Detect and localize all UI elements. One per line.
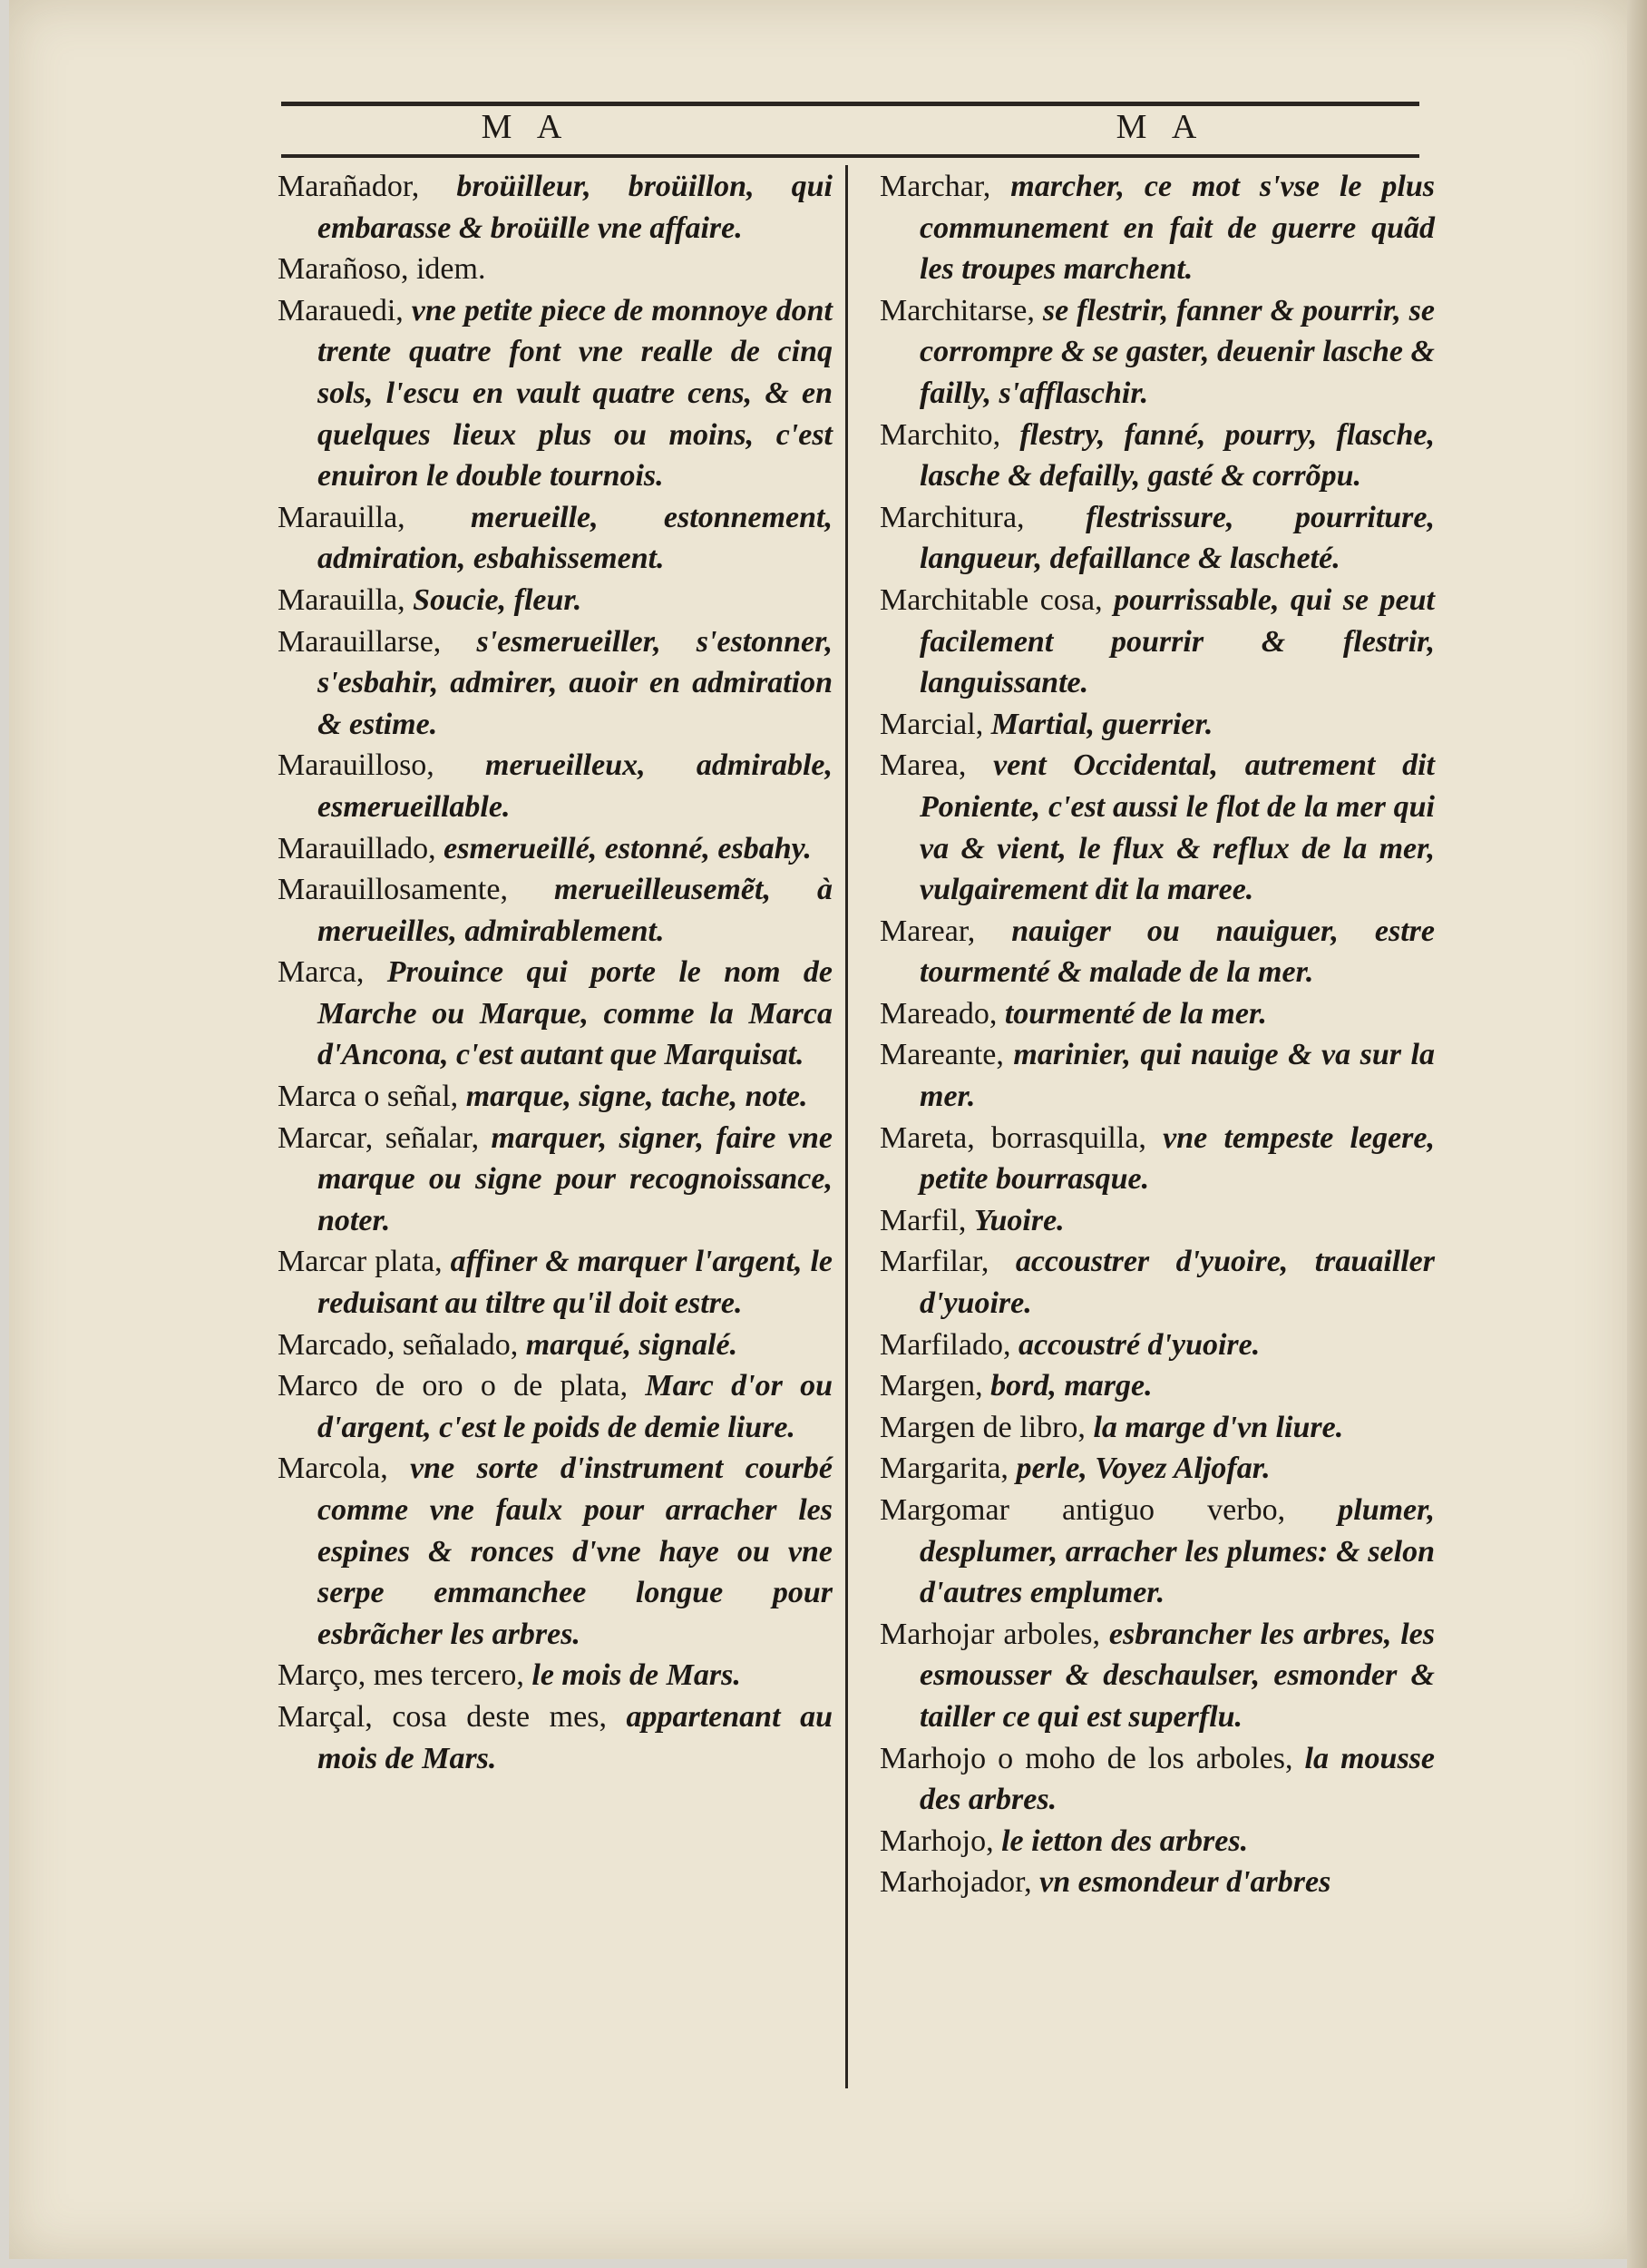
dictionary-entry — [278, 1241, 833, 1324]
entry-headword: Marchitura, — [880, 500, 1087, 534]
dictionary-entry — [880, 704, 1435, 746]
entry-headword: Marhojo, — [880, 1823, 1002, 1858]
dictionary-entry — [880, 911, 1435, 993]
entry-headword: Mareante, — [880, 1038, 1014, 1072]
entry-definition: nauiger ou nauiguer, estre tourmenté & malade de la mer. — [920, 914, 1435, 990]
entry-definition: vne sorte d'instrument courbé comme vne faulx pour arracher les espines & ronces d'vne haye ou vne serpe emmanchee longue pour esbrãcher les arbres. — [317, 1452, 833, 1651]
dictionary-entry — [880, 1821, 1435, 1862]
entry-headword: Marcado, señalado, — [278, 1327, 526, 1362]
entry-definition: pourrissable, qui se peut facilement pourrir & flestrir, languissante. — [920, 582, 1435, 700]
dictionary-entry — [278, 1448, 833, 1655]
entry-headword: Marea, — [880, 748, 994, 783]
entry-definition: se flestrir, fanner & pourrir, se corrompre & se gaster, deuenir lasche & failly, s'afflaschir. — [920, 293, 1435, 410]
entry-definition: vent Occidental, autrement dit Poniente, c'est aussi le flot de la mer qui va & vient, le flux & reflux de la mer, vulgairement dit la maree. — [920, 748, 1436, 907]
dictionary-entry — [278, 249, 833, 290]
entry-headword: Marchitable cosa, — [880, 582, 1115, 617]
dictionary-entry — [278, 1076, 833, 1118]
entry-definition: s'esmerueiller, s'estonner, s'esbahir, admirer, auoir en admiration & estime. — [317, 624, 833, 741]
entry-definition: affiner & marquer l'argent, le reduisant au tiltre qu'il doit estre. — [317, 1245, 833, 1321]
dictionary-entry — [880, 1614, 1435, 1738]
entry-definition: marqué, signalé. — [525, 1327, 738, 1362]
entry-headword: Marfilado, — [880, 1327, 1018, 1362]
entry-headword: Margen, — [880, 1369, 991, 1403]
dictionary-entry — [880, 290, 1435, 415]
entry-headword: Marchar, — [880, 170, 1011, 203]
dictionary-entry — [880, 1407, 1435, 1449]
entry-definition: Marc d'or ou d'argent, c'est le poids de demie liure. — [317, 1369, 833, 1444]
dictionary-entry — [880, 580, 1435, 704]
entry-definition: bord, marge. — [990, 1369, 1153, 1403]
entry-headword: Marcola, — [278, 1452, 411, 1486]
dictionary-entry — [278, 1325, 833, 1366]
top-rule — [281, 102, 1419, 106]
entry-headword: Marauillosamente, — [278, 873, 555, 907]
dictionary-entry — [278, 1655, 833, 1696]
dictionary-entry — [880, 1490, 1435, 1614]
entry-definition: plumer, desplumer, arracher les plumes: & selon d'autres emplumer. — [920, 1493, 1435, 1610]
entry-definition: flestry, fanné, pourry, flasche, lasche & defailly, gasté & corrõpu. — [920, 417, 1435, 494]
dictionary-entry — [880, 1034, 1435, 1117]
entry-definition: le mois de Mars. — [531, 1658, 741, 1693]
entry-headword: Marfil, — [880, 1203, 974, 1237]
dictionary-entry — [880, 1325, 1435, 1366]
left-column — [278, 166, 833, 1779]
entry-definition: la marge d'vn liure. — [1093, 1410, 1344, 1444]
entry-headword: Marfilar, — [880, 1245, 1016, 1279]
entry-headword: Mareado, — [880, 996, 1005, 1031]
dictionary-entry — [880, 745, 1435, 910]
dictionary-entry — [880, 1365, 1435, 1407]
dictionary-entry — [880, 1200, 1435, 1242]
entry-headword: Marchito, — [880, 417, 1020, 452]
dictionary-entry — [278, 828, 833, 870]
header-rule — [281, 154, 1419, 158]
entry-definition: marinier, qui nauige & va sur la mer. — [920, 1038, 1435, 1114]
entry-headword: Marañador, — [278, 170, 457, 203]
entry-headword: Margen de libro, — [880, 1410, 1094, 1444]
entry-headword: Março, mes tercero, — [278, 1658, 532, 1693]
dictionary-entry — [880, 1738, 1435, 1821]
entry-headword: Marauilloso, — [278, 748, 486, 783]
dictionary-entry — [278, 290, 833, 497]
dictionary-entry — [880, 1448, 1435, 1490]
entry-definition: merueille, estonnement, admiration, esbahissement. — [317, 500, 833, 576]
dictionary-entry — [278, 952, 833, 1076]
entry-headword: Margarita, — [880, 1452, 1017, 1486]
page-edge — [1627, 0, 1647, 2268]
right-column — [880, 166, 1435, 1903]
entry-definition: vne petite piece de monnoye dont trente quatre font vne realle de cinq sols, l'escu en vault quatre cens, & en quelques lieux plus ou moins, c'est enuiron le double tournois. — [317, 293, 833, 494]
entry-definition: tourmenté de la mer. — [1004, 996, 1267, 1031]
dictionary-entry — [880, 1241, 1435, 1324]
entry-definition: Prouince qui porte le nom de Marche ou Marque, comme la Marca d'Ancona, c'est autant que Marquisat. — [317, 955, 833, 1072]
entry-definition: vn esmondeur d'arbres — [1039, 1865, 1331, 1900]
entry-definition: marcher, ce mot s'vse le plus communement en fait de guerre quãd les troupes marchent. — [920, 170, 1435, 287]
entry-definition: Martial, guerrier. — [990, 707, 1213, 741]
dictionary-entry — [278, 166, 833, 249]
entry-definition: marque, signe, tache, note. — [465, 1080, 808, 1114]
entry-definition: appartenant au mois de Mars. — [317, 1699, 833, 1775]
entry-definition: esmerueillé, estonné, esbahy. — [443, 831, 812, 865]
entry-headword: Marca o señal, — [278, 1080, 466, 1114]
entry-headword: Margomar antiguo verbo, — [880, 1493, 1339, 1527]
running-head-right: M A — [1116, 108, 1206, 146]
dictionary-entry — [880, 1118, 1435, 1200]
entry-headword: Marauilla, — [278, 582, 414, 617]
entry-definition: perle, Voyez Aljofar. — [1016, 1452, 1271, 1486]
entry-headword: Marhojo o moho de los arboles, — [880, 1741, 1305, 1775]
entry-headword: Marca, — [278, 955, 387, 990]
entry-definition: la mousse des arbres. — [920, 1741, 1435, 1817]
dictionary-entry — [880, 1862, 1435, 1903]
entry-definition: vne tempeste legere, petite bourrasque. — [920, 1120, 1435, 1197]
dictionary-entry — [880, 497, 1435, 580]
entry-definition: merueilleux, admirable, esmerueillable. — [317, 748, 833, 824]
entry-definition: le ietton des arbres. — [1001, 1823, 1249, 1858]
book-page — [9, 0, 1632, 2259]
entry-definition: broüilleur, broüillon, qui embarasse & broüille vne affaire. — [317, 170, 833, 245]
entry-headword: Marhojador, — [880, 1865, 1040, 1900]
column-divider — [845, 165, 848, 2088]
entry-headword: Marear, — [880, 914, 1012, 948]
entry-definition: accoustrer d'yuoire, trauailler d'yuoire. — [920, 1245, 1435, 1321]
entry-headword: Marchitarse, — [880, 293, 1043, 327]
entry-headword: Marauedi, — [278, 293, 412, 327]
dictionary-entry — [278, 745, 833, 827]
entry-headword: Marcar plata, — [278, 1245, 451, 1279]
entry-headword: Marauilla, — [278, 500, 471, 534]
entry-headword: Marhojar arboles, — [880, 1617, 1109, 1651]
dictionary-entry — [278, 1696, 833, 1779]
dictionary-entry — [278, 497, 833, 580]
entry-definition: accoustré d'yuoire. — [1018, 1327, 1261, 1362]
dictionary-entry — [880, 166, 1435, 290]
dictionary-entry — [278, 580, 833, 621]
running-head-left: M A — [481, 108, 571, 146]
dictionary-entry — [278, 1365, 833, 1448]
entry-headword: Marçal, cosa deste mes, — [278, 1699, 627, 1734]
dictionary-entry — [278, 869, 833, 952]
dictionary-entry — [880, 415, 1435, 497]
entry-headword: Marauillarse, — [278, 624, 477, 659]
entry-headword: Marcar, señalar, — [278, 1120, 492, 1155]
dictionary-entry — [278, 1118, 833, 1242]
entry-definition: marquer, signer, faire vne marque ou signe pour recognoissance, noter. — [317, 1120, 833, 1237]
entry-headword: Marco de oro o de plata, — [278, 1369, 646, 1403]
dictionary-entry — [278, 621, 833, 746]
entry-headword: Marañoso, idem. — [278, 252, 486, 287]
entry-headword: Mareta, borrasquilla, — [880, 1120, 1164, 1155]
entry-definition: merueilleusemẽt, à merueilles, admirablement. — [317, 873, 833, 948]
entry-headword: Marcial, — [880, 707, 991, 741]
entry-definition: Soucie, fleur. — [413, 582, 582, 617]
entry-definition: esbrancher les arbres, les esmousser & deschaulser, esmonder & tailler ce qui est superflu. — [920, 1617, 1436, 1734]
entry-definition: flestrissure, pourriture, langueur, defaillance & lascheté. — [920, 500, 1436, 576]
dictionary-entry — [880, 993, 1435, 1035]
entry-definition: Yuoire. — [973, 1203, 1065, 1237]
entry-headword: Marauillado, — [278, 831, 444, 865]
